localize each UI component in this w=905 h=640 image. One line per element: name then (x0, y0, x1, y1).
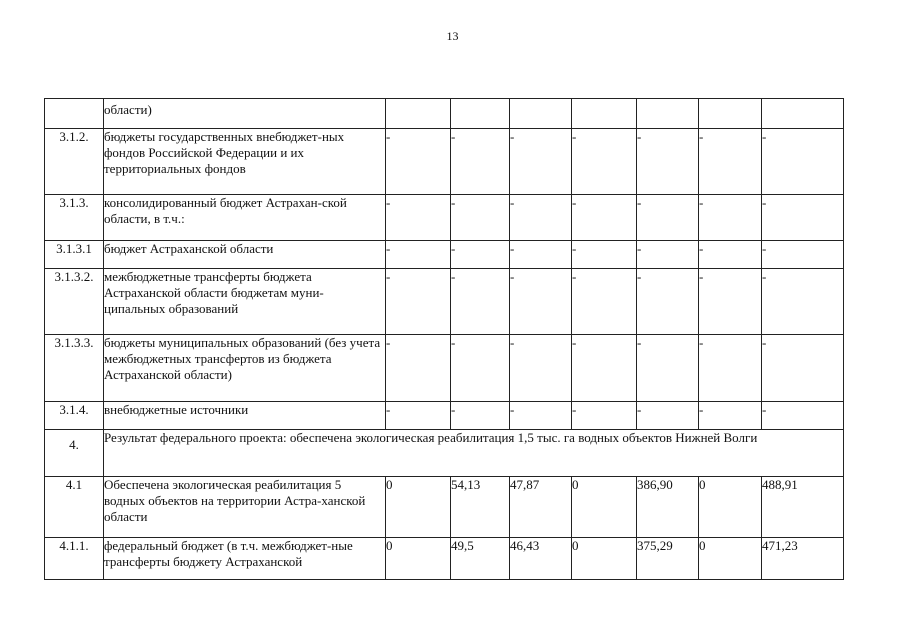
budget-table (44, 98, 844, 580)
table-row (45, 99, 844, 129)
value-cell: - (762, 402, 844, 430)
value-cell: 375,29 (637, 538, 699, 580)
row-description: бюджет Астраханской области (104, 241, 386, 269)
value-cell: 47,87 (510, 477, 572, 538)
value-cell: 0 (572, 538, 637, 580)
value-cell (572, 99, 637, 129)
value-cell: - (699, 269, 762, 335)
row-number: 3.1.3. (45, 195, 104, 241)
value-cell: 46,43 (510, 538, 572, 580)
value-cell: 0 (572, 477, 637, 538)
row-number: 3.1.3.2. (45, 269, 104, 335)
value-cell: 54,13 (451, 477, 510, 538)
row-description: бюджеты муниципальных образований (без учета межбюджетных трансфертов из бюджета Астраханской области) (104, 335, 386, 402)
value-cell: 386,90 (637, 477, 699, 538)
value-cell: - (699, 195, 762, 241)
value-cell: 0 (386, 538, 451, 580)
value-cell: - (762, 241, 844, 269)
row-description: бюджеты государственных внебюджет-ных фондов Российской Федерации и их территориальных фондов (104, 129, 386, 195)
value-cell: - (699, 402, 762, 430)
value-cell: - (637, 335, 699, 402)
value-cell: - (572, 402, 637, 430)
value-cell: 471,23 (762, 538, 844, 580)
value-cell: - (386, 195, 451, 241)
value-cell: - (451, 195, 510, 241)
value-cell: - (510, 335, 572, 402)
value-cell: - (510, 129, 572, 195)
section-number: 4. (45, 430, 104, 477)
table-row (45, 335, 844, 402)
table-row (45, 241, 844, 269)
value-cell: - (386, 129, 451, 195)
value-cell: - (451, 335, 510, 402)
value-cell: - (451, 269, 510, 335)
row-number: 3.1.2. (45, 129, 104, 195)
value-cell (637, 99, 699, 129)
value-cell: - (510, 402, 572, 430)
table-row (45, 269, 844, 335)
value-cell: - (572, 335, 637, 402)
value-cell: 488,91 (762, 477, 844, 538)
value-cell: - (386, 241, 451, 269)
table-row (45, 129, 844, 195)
value-cell: - (451, 241, 510, 269)
row-number (45, 99, 104, 129)
row-description: области) (104, 99, 386, 129)
value-cell (386, 99, 451, 129)
table-row (45, 538, 844, 580)
row-description: Обеспечена экологическая реабилитация 5 водных объектов на территории Астра-ханской области (104, 477, 386, 538)
value-cell: - (762, 335, 844, 402)
value-cell: - (699, 241, 762, 269)
value-cell (510, 99, 572, 129)
page-number: 13 (446, 29, 459, 43)
value-cell: - (572, 241, 637, 269)
value-cell: - (451, 129, 510, 195)
table-row (45, 402, 844, 430)
value-cell: - (386, 402, 451, 430)
section-title: Результат федерального проекта: обеспечена экологическая реабилитация 1,5 тыс. га водных объектов Нижней Волги (104, 430, 844, 477)
value-cell: - (572, 195, 637, 241)
value-cell: - (637, 402, 699, 430)
value-cell: - (572, 269, 637, 335)
row-number: 3.1.4. (45, 402, 104, 430)
value-cell: - (699, 129, 762, 195)
value-cell: - (386, 269, 451, 335)
row-number: 4.1.1. (45, 538, 104, 580)
value-cell (699, 99, 762, 129)
table-row (45, 477, 844, 538)
row-description: межбюджетные трансферты бюджета Астраханской области бюджетам муни-ципальных образований (104, 269, 386, 335)
value-cell: - (451, 402, 510, 430)
value-cell: - (510, 269, 572, 335)
value-cell: - (510, 195, 572, 241)
value-cell: - (637, 129, 699, 195)
value-cell (451, 99, 510, 129)
value-cell: - (637, 269, 699, 335)
value-cell: - (510, 241, 572, 269)
row-description: внебюджетные источники (104, 402, 386, 430)
value-cell: - (386, 335, 451, 402)
value-cell: - (637, 241, 699, 269)
value-cell (762, 99, 844, 129)
value-cell: - (637, 195, 699, 241)
value-cell: 49,5 (451, 538, 510, 580)
value-cell: 0 (699, 538, 762, 580)
value-cell: - (699, 335, 762, 402)
row-number: 4.1 (45, 477, 104, 538)
table-row (45, 195, 844, 241)
row-number: 3.1.3.3. (45, 335, 104, 402)
row-description: консолидированный бюджет Астрахан-ской области, в т.ч.: (104, 195, 386, 241)
value-cell: - (762, 129, 844, 195)
section-row (45, 430, 844, 477)
value-cell: - (572, 129, 637, 195)
value-cell: - (762, 195, 844, 241)
value-cell: 0 (699, 477, 762, 538)
value-cell: 0 (386, 477, 451, 538)
row-description: федеральный бюджет (в т.ч. межбюджет-ные трансферты бюджету Астраханской (104, 538, 386, 580)
row-number: 3.1.3.1 (45, 241, 104, 269)
value-cell: - (762, 269, 844, 335)
